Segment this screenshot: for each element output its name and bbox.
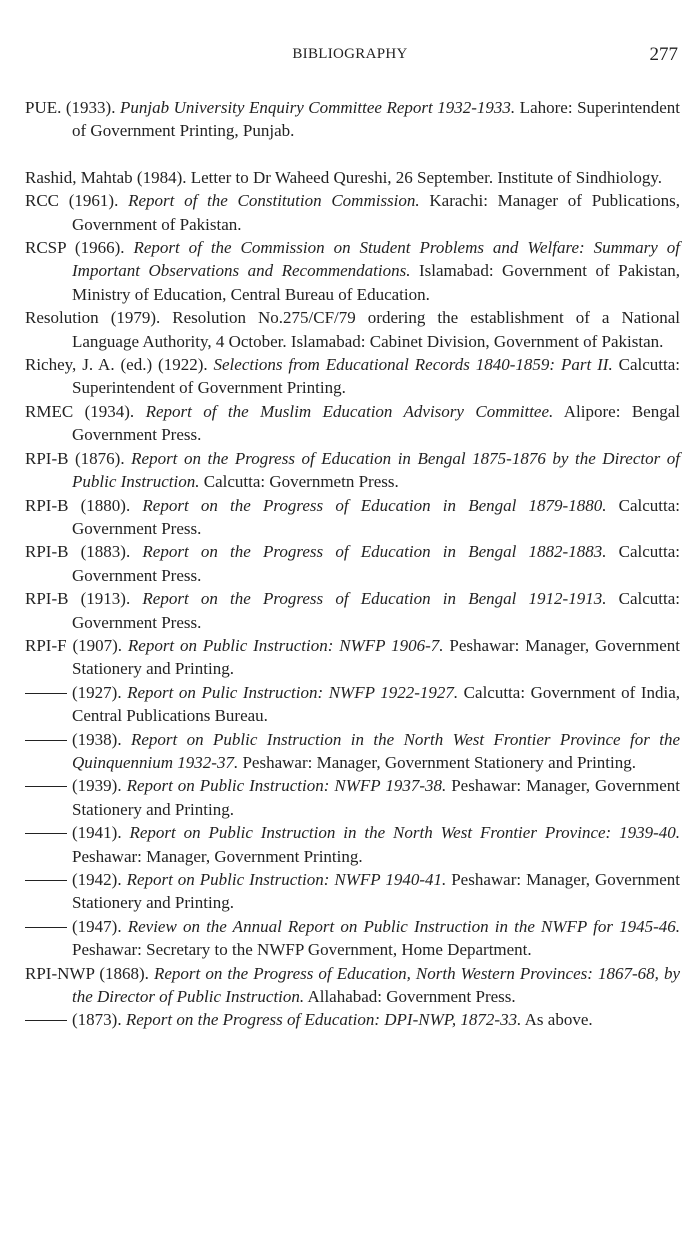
entry-title: Report on Public Instruction in the North West Frontier Province: 1939-40. xyxy=(129,823,681,843)
entry-author: Rashid, Mahtab (1984). Letter to Dr Waheed Qureshi, 26 September. Institute of Sindhiology. xyxy=(25,167,662,187)
entry-title: Report on Public Instruction: NWFP 1940-41. xyxy=(126,870,447,889)
entry-author: (1942). xyxy=(72,870,127,889)
ditto-dash xyxy=(25,693,67,694)
running-title: BIBLIOGRAPHY xyxy=(292,46,408,62)
entry-author: RMEC (1934). xyxy=(25,401,146,421)
bibliography-entry xyxy=(25,494,680,541)
entry-publisher: Calcutta: Governmetn Press. xyxy=(199,472,399,492)
bibliography-entry xyxy=(25,915,680,962)
entry-title: Report on Public Instruction: NWFP 1906-7. xyxy=(127,635,444,655)
ditto-dash xyxy=(25,740,67,741)
bibliography-entry xyxy=(25,868,680,915)
entry-author: RCC (1961). xyxy=(25,191,129,211)
bibliography-entry xyxy=(25,774,680,821)
bibliography-entry xyxy=(25,540,680,587)
ditto-dash xyxy=(25,927,67,928)
entry-author: (1938). xyxy=(72,729,131,749)
entry-author: RPI-B (1913). xyxy=(25,589,143,609)
entry-title: Report on Pulic Instruction: NWFP 1922-1927. xyxy=(127,682,459,702)
entry-title: Report on Public Instruction: NWFP 1937-38. xyxy=(126,776,447,796)
entry-title: Report of the Muslim Education Advisory Committee. xyxy=(145,401,554,421)
entry-publisher: As above. xyxy=(521,1010,593,1030)
bibliography-entry xyxy=(25,681,680,728)
entry-title: Report of the Commission on Student Problems and Welfare: Summary of Important Observations and Recommendations. xyxy=(72,238,681,281)
entry-title: Punjab University Enquiry Committee Report 1932-1933. xyxy=(120,98,516,117)
entry-title: Selections from Educational Records 1840-1859: Part II. xyxy=(213,355,613,375)
entry-title: Report on Public Instruction in the North West Frontier Province for the Quinquennium 1932-37. xyxy=(72,729,680,772)
bibliography-entry xyxy=(25,634,680,681)
entry-publisher: Calcutta: Government Press. xyxy=(72,589,681,632)
entry-author: (1947). xyxy=(72,916,128,936)
bibliography-entry xyxy=(25,306,680,353)
entry-title: Review on the Annual Report on Public Instruction in the NWFP for 1945-46. xyxy=(127,916,680,936)
ditto-dash xyxy=(25,1020,67,1021)
entry-author: RPI-B (1883). xyxy=(25,542,143,562)
entry-publisher: Karachi: Manager of Publications, Government of Pakistan. xyxy=(72,191,680,234)
entry-author: RPI-B (1876). xyxy=(25,448,132,468)
bibliography-entry xyxy=(25,400,680,447)
bibliography-entry xyxy=(25,587,680,634)
bibliography-list xyxy=(25,96,680,1032)
entry-publisher: Peshawar: Manager, Government Printing. xyxy=(72,846,363,866)
bibliography-entry xyxy=(25,96,680,143)
ditto-dash xyxy=(25,880,67,881)
entry-publisher: Peshawar: Manager, Government Stationery and Printing. xyxy=(238,752,637,772)
entry-author: RPI-NWP (1868). xyxy=(25,963,154,983)
entry-publisher: Peshawar: Secretary to the NWFP Government, Home Department. xyxy=(72,940,532,960)
entry-author: PUE. (1933). xyxy=(25,98,120,117)
entry-title: Report on the Progress of Education in Bengal 1875-1876 by the Director of Public Instruction. xyxy=(72,448,680,492)
entry-author: RPI-F (1907). xyxy=(25,635,128,655)
ditto-dash xyxy=(25,786,67,787)
entry-publisher: Calcutta: Government of India, Central Publications Bureau. xyxy=(72,682,680,726)
ditto-dash xyxy=(25,833,67,834)
entry-author: Resolution (1979). Resolution No.275/CF/79 ordering the establishment of a National Language Authority, 4 October. Islamabad: Cabinet Division, Government of Pakistan. xyxy=(25,308,680,351)
entry-author: (1941). xyxy=(72,823,130,843)
bibliography-entry xyxy=(25,189,680,236)
entry-title: Report on the Progress of Education: DPI-NWP, 1872-33. xyxy=(125,1010,522,1030)
page-number: 277 xyxy=(649,44,678,65)
entry-publisher: Alipore: Bengal Government Press. xyxy=(72,401,680,445)
bibliography-entry xyxy=(25,821,680,868)
entry-title: Report on the Progress of Education in Bengal 1912-1913. xyxy=(142,589,607,609)
entry-author: (1939). xyxy=(72,776,127,796)
bibliography-entry xyxy=(25,166,680,189)
entry-publisher: Islamabad: Government of Pakistan, Ministry of Education, Central Bureau of Education. xyxy=(72,261,680,304)
entry-author: Richey, J. A. (ed.) (1922). xyxy=(25,355,214,375)
entry-publisher: Peshawar: Manager, Government Stationery and Printing. xyxy=(72,635,680,679)
entry-publisher: Calcutta: Government Press. xyxy=(72,495,681,538)
entry-publisher: Calcutta: Superintendent of Government Printing. xyxy=(72,355,680,398)
bibliography-entry xyxy=(25,236,680,306)
entry-title: Report on the Progress of Education, North Western Provinces: 1867-68, by the Director of Public Instruction. xyxy=(72,963,680,1007)
entry-publisher: Lahore: Superintendent of Government Printing, Punjab. xyxy=(72,98,680,141)
bibliography-entry xyxy=(25,353,680,400)
bibliography-entry xyxy=(25,728,680,775)
entry-publisher: Allahabad: Government Press. xyxy=(304,987,516,1007)
bibliography-entry xyxy=(25,962,680,1009)
entry-title: Report on the Progress of Education in Bengal 1879-1880. xyxy=(142,495,607,515)
bibliography-entry xyxy=(25,1008,680,1031)
entry-title: Report on the Progress of Education in Bengal 1882-1883. xyxy=(142,542,607,562)
entry-publisher: Peshawar: Manager, Government Stationery and Printing. xyxy=(72,870,681,913)
entry-title: Report of the Constitution Commission. xyxy=(128,191,420,211)
entry-author: RCSP (1966). xyxy=(25,238,134,258)
entry-publisher: Calcutta: Government Press. xyxy=(72,542,681,585)
entry-author: (1873). xyxy=(72,1010,126,1030)
bibliography-entry xyxy=(25,447,680,494)
entry-author: RPI-B (1880). xyxy=(25,495,143,515)
entry-publisher: Peshawar: Manager, Government Stationery and Printing. xyxy=(72,776,681,819)
page-header xyxy=(0,44,700,68)
entry-author: (1927). xyxy=(72,682,128,702)
